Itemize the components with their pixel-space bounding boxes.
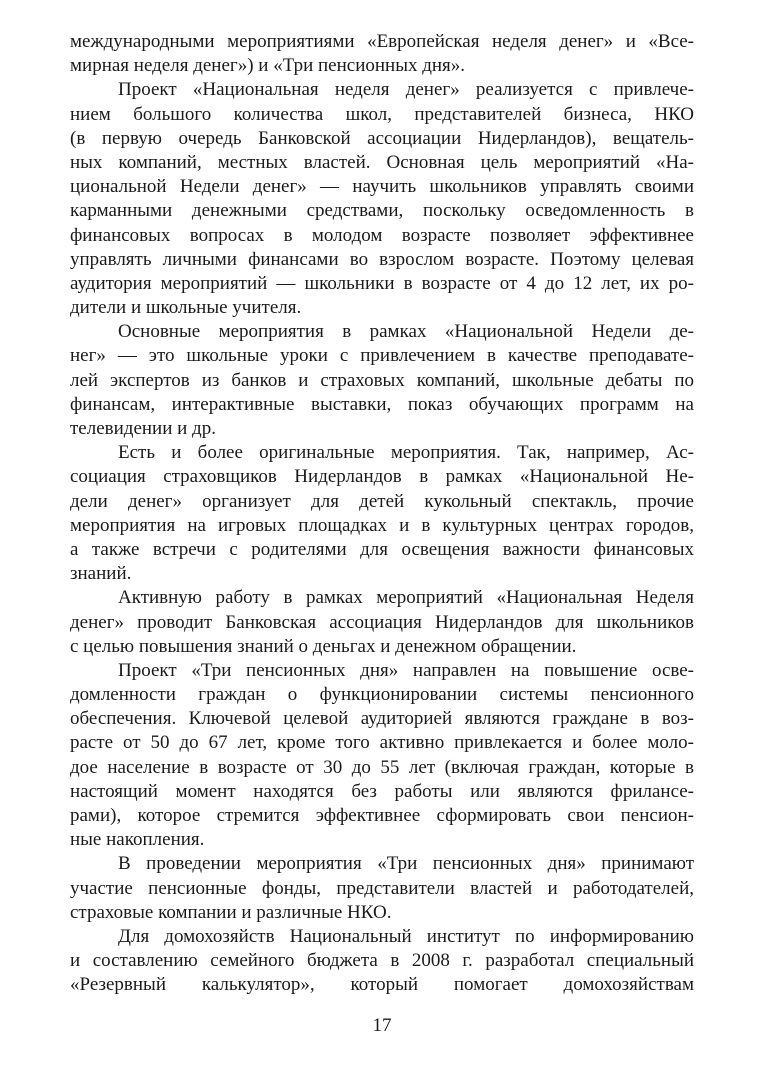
- text-line: лей экспертов из банков и страховых компаний, школьные дебаты по: [70, 369, 694, 391]
- page-number: 17: [372, 1015, 392, 1036]
- text-line: домленности граждан о функционировании системы пенсионного: [70, 684, 694, 706]
- text-line: международными мероприятиями «Европейская неделя денег» и «Все-: [70, 31, 694, 52]
- text-line: ных компаний, местных властей. Основная цель мероприятий «На-: [70, 151, 694, 173]
- text-line: дое население в возрасте от 30 до 55 лет (включая граждан, которые в: [70, 756, 694, 778]
- text-line: карманными денежными средствами, поскольку осведомленность в: [70, 200, 694, 222]
- text-line: аудитория мероприятий — школьники в возрасте от 4 до 12 лет, их ро-: [70, 272, 694, 294]
- text-line: (в первую очередь Банковской ассоциации Нидерландов), вещатель-: [70, 127, 694, 149]
- text-line: финансовых вопросах в молодом возрасте позволяет эффективнее: [70, 224, 694, 246]
- paragraph: [70, 30, 694, 78]
- paragraph: [70, 78, 694, 320]
- text-line: дели денег» организует для детей кукольный спектакль, прочие: [70, 490, 694, 512]
- text-line: знаний.: [70, 563, 132, 585]
- text-line: участие пенсионные фонды, представители властей и работодателей,: [70, 877, 694, 899]
- text-line: финансам, интерактивные выставки, показ обучающих программ на: [70, 393, 694, 415]
- text-line: Проект «Три пенсионных дня» направлен на повышение осве-: [118, 659, 694, 681]
- text-line: ные накопления.: [70, 829, 205, 851]
- text-line: телевидении и др.: [70, 418, 216, 439]
- text-line: с целью повышения знаний о деньгах и денежном обращении.: [70, 635, 577, 657]
- text-line: рами), которое стремится эффективнее сформировать свои пенсион-: [70, 805, 694, 826]
- text-line: и составлению семейного бюджета в 2008 г. разработал специальный: [70, 950, 694, 972]
- paragraph: [70, 586, 694, 659]
- text-line: «Резервный калькулятор», который помогает домохозяйствам: [70, 974, 694, 996]
- paragraph: [70, 441, 694, 586]
- text-line: денег» проводит Банковская ассоциация Нидерландов для школьников: [70, 611, 694, 633]
- text-line: циональной Недели денег» — научить школьников управлять своими: [70, 176, 694, 198]
- text-line: Активную работу в рамках мероприятий «Национальная Неделя: [118, 587, 694, 609]
- text-line: мероприятия на игровых площадках и в культурных центрах городов,: [70, 514, 694, 536]
- text-line: нием большого количества школ, представителей бизнеса, НКО: [70, 103, 694, 125]
- text-line: нег» — это школьные уроки с привлечением в качестве преподавате-: [70, 345, 694, 367]
- text-line: обеспечения. Ключевой целевой аудиторией являются граждане в воз-: [70, 708, 694, 730]
- paragraph: [70, 925, 694, 998]
- text-line: страховые компании и различные НКО.: [70, 901, 392, 923]
- text-line: Есть и более оригинальные мероприятия. Так, например, Ас-: [118, 442, 694, 464]
- text-line: расте от 50 до 67 лет, кроме того активно привлекается и более моло-: [70, 732, 694, 754]
- text-line: Основные мероприятия в рамках «Национальной Недели де-: [118, 321, 694, 343]
- text-line: дители и школьные учителя.: [70, 297, 302, 319]
- text-line: мирная неделя денег») и «Три пенсионных дня».: [70, 55, 466, 77]
- paragraph: [70, 659, 694, 853]
- text-line: В проведении мероприятия «Три пенсионных дня» принимают: [118, 853, 694, 875]
- text-line: настоящий момент находятся без работы или являются фрилансе-: [70, 780, 694, 802]
- text-line: социация страховщиков Нидерландов в рамках «Национальной Не-: [70, 466, 694, 488]
- page-body: [70, 30, 694, 998]
- paragraph: [70, 320, 694, 441]
- paragraph: [70, 852, 694, 925]
- text-line: управлять личными финансами во взрослом возрасте. Поэтому целевая: [70, 248, 694, 270]
- text-line: а также встречи с родителями для освещения важности финансовых: [70, 538, 694, 560]
- text-line: Проект «Национальная неделя денег» реализуется с привлече-: [118, 79, 694, 101]
- text-line: Для домохозяйств Национальный институт по информированию: [118, 925, 694, 947]
